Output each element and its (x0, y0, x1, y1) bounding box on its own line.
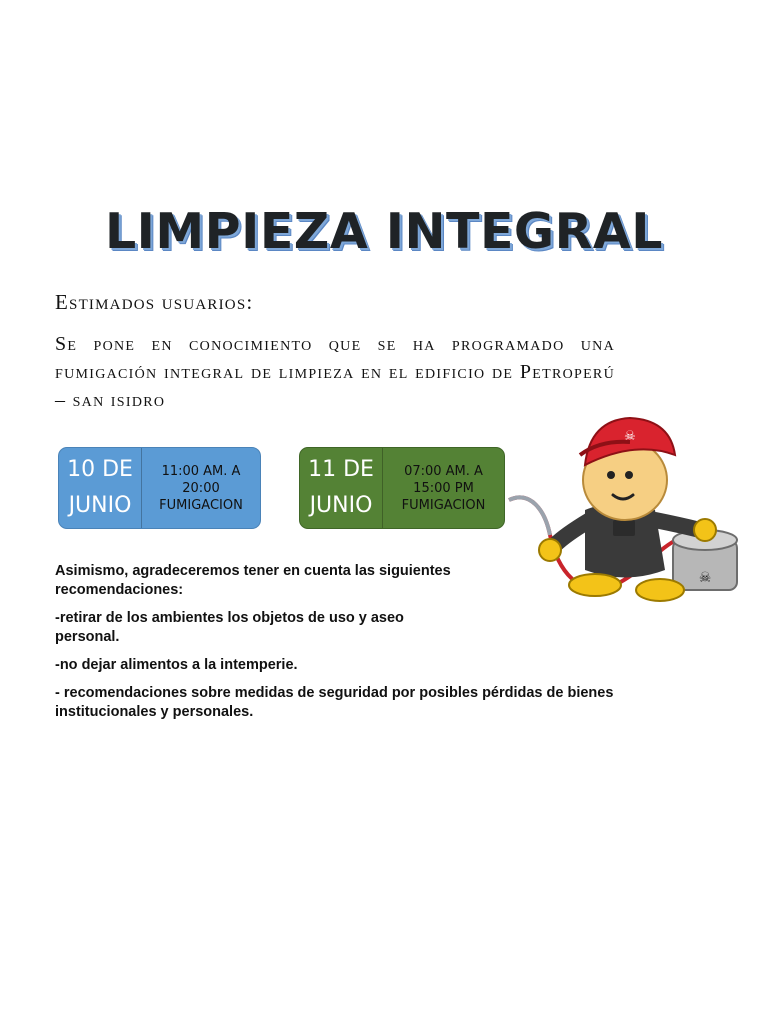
schedule-time-to: 15:00 PM (413, 480, 474, 496)
recommendation-item: - recomendaciones sobre medidas de seguridad por posibles pérdidas de bienes institucionales y personales. (55, 685, 614, 720)
schedule-day: 10 DE (67, 457, 133, 482)
schedule-details (383, 448, 504, 528)
schedule-details (142, 448, 260, 528)
schedule-time-from: 11:00 AM. A (161, 463, 241, 479)
svg-text:☠: ☠ (624, 429, 636, 444)
schedule-date (300, 448, 383, 528)
svg-text:☠: ☠ (698, 570, 712, 586)
recommendation-item: -no dejar alimentos a la intemperie. (55, 657, 298, 673)
schedule-time-from: 07:00 AM. A (404, 463, 483, 479)
page-title: LIMPIEZA INTEGRAL (104, 203, 664, 260)
greeting: Estimados usuarios: (55, 290, 254, 314)
schedule-time-to: 20:00 (182, 480, 220, 496)
schedule-month: JUNIO (309, 493, 373, 518)
recommendations-intro: Asimismo, agradeceremos tener en cuenta las siguientes recomendaciones: (55, 563, 451, 598)
notice-text: Se pone en conocimiento que se ha programado una fumigación integral de limpieza en el edificio de Petroperú – san isidro (55, 333, 615, 411)
schedule-day: 11 DE (308, 457, 374, 482)
schedule-card-day-2 (299, 447, 505, 529)
schedule-card-day-1 (58, 447, 261, 529)
schedule-month: JUNIO (68, 493, 132, 518)
schedule-date (59, 448, 142, 528)
schedule-activity: FUMIGACION (401, 497, 486, 513)
recommendation-item: -retirar de los ambientes los objetos de uso y aseo personal. (55, 610, 404, 645)
recommendations (55, 562, 665, 731)
schedule-activity: FUMIGACION (159, 497, 243, 513)
